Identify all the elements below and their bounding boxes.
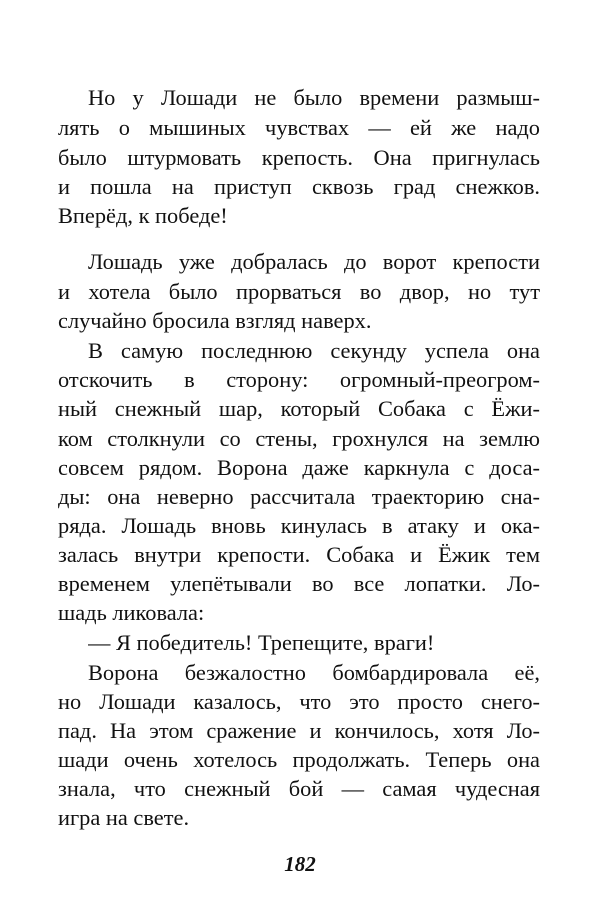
paragraph-3-line-9: временем улепётывали во все лопатки. Ло- [58,571,540,596]
paragraph-2-line-3: случайно бросила взгляд наверх. [58,308,372,333]
paragraph-3-line-1: В самую последнюю секунду успела она [88,338,540,363]
paragraph-1-line-2: лять о мышиных чувствах — ей же надо [58,115,540,140]
paragraph-1-line-5: Вперёд, к победе! [58,203,228,228]
paragraph-3-line-2: отскочить в сторону: огромный-преогром- [58,367,540,392]
paragraph-1-line-3: было штурмовать крепость. Она пригнулась [58,145,540,170]
paragraph-5-line-2: но Лошади казалось, что это просто снего- [58,689,540,714]
paragraph-3-line-7: ряда. Лошадь вновь кинулась в атаку и ока- [58,513,540,538]
paragraph-2-line-2: и хотела было прорваться во двор, но тут [58,279,540,304]
dialogue-line: — Я победитель! Трепещите, враги! [88,630,435,655]
paragraph-3-line-3: ный снежный шар, который Собака с Ёжи- [58,396,540,421]
paragraph-1-line-1: Но у Лошади не было времени размыш- [88,85,540,110]
paragraph-2-line-1: Лошадь уже добралась до ворот крепости [88,249,540,274]
paragraph-5-line-6: игра на свете. [58,805,190,830]
paragraph-3-line-6: ды: она неверно рассчитала траекторию сна- [58,484,540,509]
paragraph-5-line-1: Ворона безжалостно бомбардировала её, [88,660,540,685]
paragraph-5-line-5: знала, что снежный бой — самая чудесная [58,776,540,801]
paragraph-3-line-10: шадь ликовала: [58,600,205,625]
paragraph-3-line-4: ком столкнули со стены, грохнулся на землю [58,426,540,451]
paragraph-3-line-8: залась внутри крепости. Собака и Ёжик тем [58,542,540,567]
page-number: 182 [284,852,316,876]
paragraph-1-line-4: и пошла на приступ сквозь град снежков. [58,174,540,199]
paragraph-5-line-3: пад. На этом сражение и кончилось, хотя Ло- [58,718,540,743]
paragraph-5-line-4: шади очень хотелось продолжать. Теперь она [58,747,540,772]
paragraph-3-line-5: совсем рядом. Ворона даже каркнула с доса- [58,455,540,480]
